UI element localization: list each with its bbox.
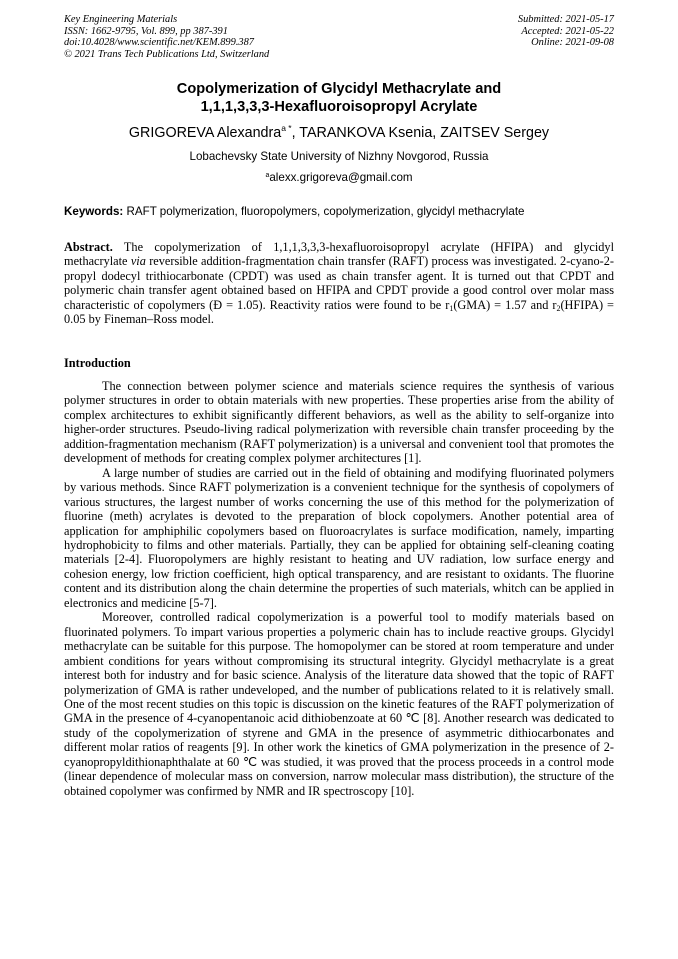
online-date: Online: 2021-09-08 bbox=[531, 37, 614, 49]
intro-paragraph: The connection between polymer science and materials science requires the synthesis of various polymer structures in order to obtain materials with new properties. These properties arise from the ability of complex architectures to exhibit significantly different behaviors, as well as the ability to self-organize into higher-order structures. Pseudo-living radical polymerization with reversible chain transfer proceeding by the addition-fragmentation mechanism (RAFT polymerization) is a universal and convenient tool that promotes the development of methods for creating complex polymer architectures [1]. bbox=[64, 379, 614, 466]
abstract-text: The copolymerization of 1,1,1,3,3,3-hexafluoroisopropyl acrylate (HFIPA) and glycidyl methacrylate bbox=[64, 240, 614, 269]
affiliation: Lobachevsky State University of Nizhny Novgorod, Russia bbox=[189, 150, 489, 163]
email-address: alexx.grigoreva@gmail.com bbox=[269, 171, 413, 184]
abstract-text: reversible addition-fragmentation chain transfer (RAFT) process was investigated. 2-cyano-2-propyl dodecyl trithiocarbonate (CPDT) was used as chain transfer agent. It is turned out that CPDT and polymeric chain transfer agent obtained based on HFIPA and CPDT provide a good control over molar mass characteristic of copolymers (Đ = 1.05). Reactivity ratios were found to be r bbox=[64, 254, 614, 312]
abstract-subscript: 2 bbox=[556, 303, 561, 313]
journal-info bbox=[64, 14, 269, 60]
keywords-text: RAFT polymerization, fluoropolymers, copolymerization, glycidyl methacrylate bbox=[123, 205, 525, 218]
author-rest: , TARANKOVA Ksenia, ZAITSEV Sergey bbox=[291, 125, 550, 141]
section-heading-introduction: Introduction bbox=[64, 356, 131, 370]
submission-dates bbox=[518, 14, 614, 49]
abstract-text: (GMA) = 1.57 and r bbox=[453, 297, 557, 312]
paper-title bbox=[40, 80, 638, 116]
introduction-body bbox=[64, 379, 614, 798]
journal-doi: doi:10.4028/www.scientific.net/KEM.899.387 bbox=[64, 37, 254, 49]
keywords-label: Keywords: bbox=[64, 205, 124, 218]
abstract-via: via bbox=[130, 254, 146, 269]
title-line-2: 1,1,1,3,3,3-Hexafluoroisopropyl Acrylate bbox=[200, 99, 478, 115]
journal-copyright: © 2021 Trans Tech Publications Ltd, Switzerland bbox=[64, 48, 270, 60]
abstract-text: (HFIPA) = 0.05 by Fineman–Ross model. bbox=[64, 297, 614, 327]
journal-name: Key Engineering Materials bbox=[64, 14, 178, 25]
abstract-subscript: 1 bbox=[449, 303, 454, 313]
intro-paragraph: Moreover, controlled radical copolymerization is a powerful tool to modify materials based on fluorinated polymers. To impart various properties a polymeric chain has to include reactive groups. Glycidyl methacrylate can be suitable for this purpose. The homopolymer can be stored at room temperature and under ambient conditions for years without compromising its structural integrity. Glycidyl methacrylate is a great interest both for industry and for basic science. Analysis of the literature data showed that the topic of RAFT polymerization of GMA is rather undeveloped, and the number of publications related to it is relatively small. One of the most recent studies on this topic is discussion on the kinetic features of the RAFT polymerization of GMA in the presence of 4-cyanopentanoic acid dithiobenzoate at 60 ℃ [8]. Another research was dedicated to study of the copolymerization of styrene and GMA in the presence of asymmetric dithiocarbonates and different molar ratios of reagents [9]. In other work the kinetics of GMA polymerization in the presence of 2-cyanopropyldithionaphthalate at 60 ℃ was studied, it was proved that the process proceeds in a control mode (linear dependence of molecular mass on conversion, narrow molecular mass distribution), the structure of the obtained copolymer was confirmed by NMR and IR spectroscopy [10]. bbox=[64, 610, 614, 798]
keywords bbox=[64, 205, 616, 219]
abstract-label: Abstract. bbox=[64, 240, 113, 254]
email-marker: a bbox=[265, 172, 270, 179]
author-first: GRIGOREVA Alexandra bbox=[128, 125, 282, 141]
accepted-date: Accepted: 2021-05-22 bbox=[521, 25, 614, 37]
author-list bbox=[40, 124, 638, 142]
author-first-marker: a * bbox=[281, 123, 292, 133]
author-email bbox=[40, 171, 638, 185]
journal-issn: ISSN: 1662-9795, Vol. 899, pp 387-391 bbox=[64, 25, 228, 37]
abstract-paragraph bbox=[64, 240, 614, 327]
intro-paragraph: A large number of studies are carried out in the field of obtaining and modifying fluorinated polymers by various methods. Since RAFT polymerization is a convenient technique for the synthesis of copolymers of various structures, the largest number of works concerning the use of this method for the polymerization of fluorine (meth) acrylates is devoted to the preparation of block copolymers. Another potential area of application for amphiphilic copolymers based on fluoroacrylates is surface modification, namely, imparting hydrophobicity to films and other materials. Partially, they can be applied for obtaining self-cleaning coating materials [2-4]. Fluoropolymers are highly resistant to heating and UV radiation, low surface energy and cohesion energy, low friction coefficient, high optical transparency, and are resistant to oxidants. The fluorine content and its distribution along the chain determine the properties of such materials, whitch can be applied in electronics and medicine [5-7]. bbox=[64, 465, 614, 610]
submitted-date: Submitted: 2021-05-17 bbox=[517, 14, 614, 25]
abstract bbox=[64, 240, 614, 327]
title-line-1: Copolymerization of Glycidyl Methacrylate and bbox=[176, 81, 502, 97]
